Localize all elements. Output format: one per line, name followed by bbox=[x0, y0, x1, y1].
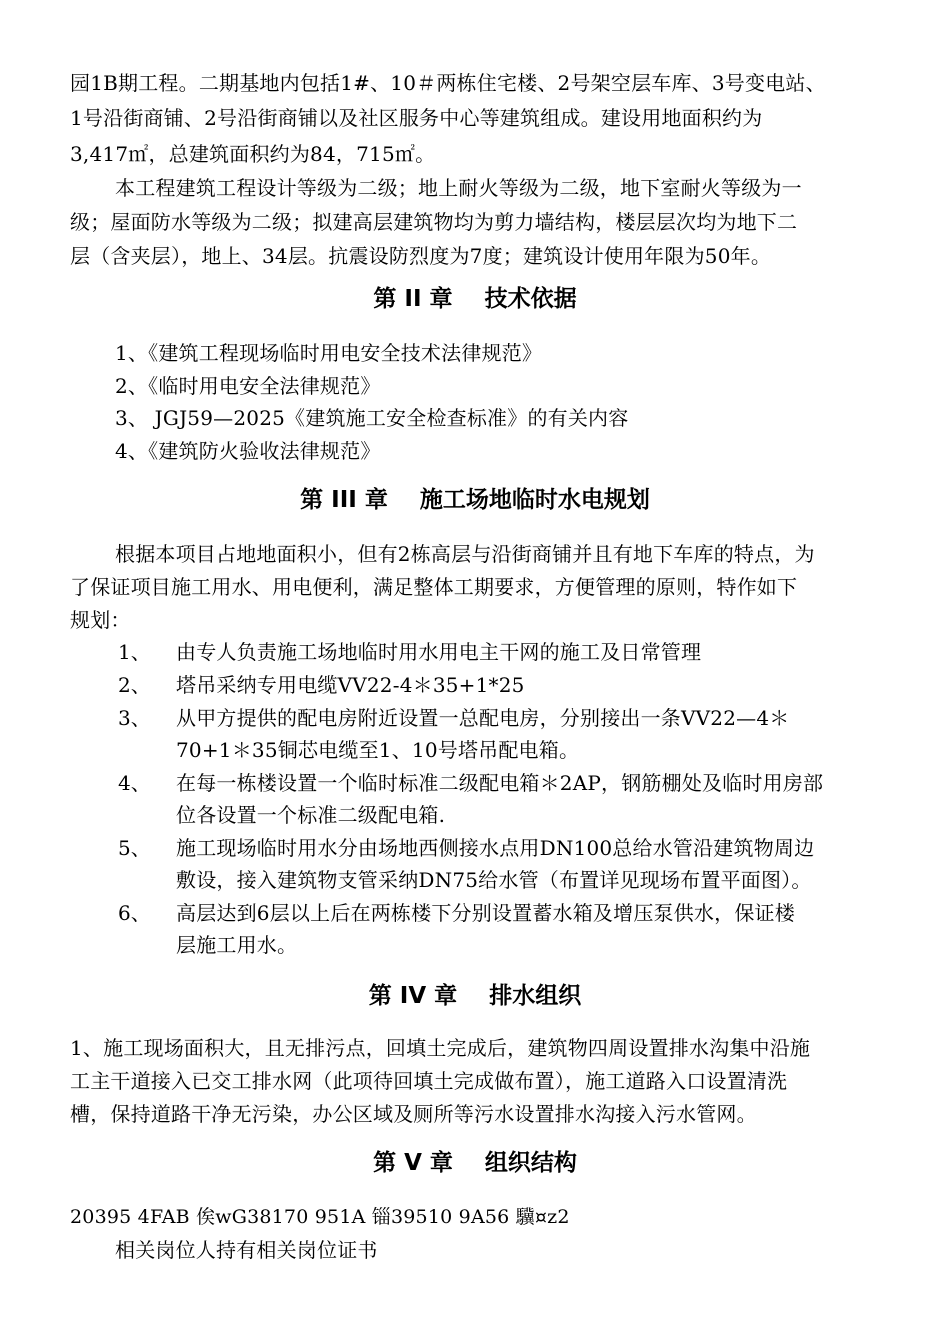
chapter3-item-1-num: 1、 bbox=[118, 640, 151, 664]
chapter2-item-4: 4、《建筑防火验收法律规范》 bbox=[115, 439, 381, 463]
intro-line-1: 园1B期工程。二期基地内包括1#、10＃两栋住宅楼、2号架空层车库、3号变电站、 bbox=[70, 71, 826, 95]
chapter3-item-6-num: 6、 bbox=[118, 901, 151, 925]
chapter3-item-4-line-2: 位各设置一个标准二级配电箱. bbox=[176, 803, 446, 827]
chapter2-title: 第 II 章 技术依据 bbox=[373, 286, 577, 312]
chapter3-item-2-num: 2、 bbox=[118, 673, 151, 697]
chapter2-item-1: 1、《建筑工程现场临时用电安全技术法律规范》 bbox=[115, 341, 543, 365]
intro-line-3: 3,417㎡，总建筑面积约为84，715㎡。 bbox=[70, 142, 436, 166]
chapter5-note: 相关岗位人持有相关岗位证书 bbox=[115, 1238, 378, 1262]
chapter3-item-6-line-2: 层施工用水。 bbox=[176, 933, 298, 957]
chapter4-title: 第 IV 章 排水组织 bbox=[368, 983, 582, 1009]
chapter4-line-2: 工主干道接入已交工排水网（此项待回填土完成做布置），施工道路入口设置清洗 bbox=[70, 1069, 788, 1093]
chapter5-garbled-line: 20395 4FAB 俟wG38170 951A 锱39510 9A56 驥¤z2 bbox=[70, 1206, 570, 1228]
chapter3-intro-3: 规划： bbox=[70, 608, 131, 632]
chapter3-item-4-num: 4、 bbox=[118, 771, 151, 795]
chapter3-item-1-line-1: 由专人负责施工场地临时用水用电主干网的施工及日常管理 bbox=[176, 640, 702, 664]
chapter3-item-3-num: 3、 bbox=[118, 706, 151, 730]
chapter4-line-1: 1、施工现场面积大，且无排污点，回填土完成后，建筑物四周设置排水沟集中沿施 bbox=[70, 1036, 811, 1060]
chapter3-item-3-line-1: 从甲方提供的配电房附近设置一总配电房，分别接出一条VV22—4＊ bbox=[176, 706, 790, 730]
chapter3-item-5-line-1: 施工现场临时用水分由场地西侧接水点用DN100总给水管沿建筑物周边 bbox=[176, 836, 815, 860]
chapter3-item-4-line-1: 在每一栋楼设置一个临时标准二级配电箱＊2AP，钢筋棚处及临时用房部 bbox=[176, 771, 824, 795]
chapter5-title: 第 V 章 组织结构 bbox=[373, 1150, 577, 1176]
chapter3-item-5-num: 5、 bbox=[118, 836, 151, 860]
chapter3-item-3-line-2: 70+1＊35铜芯电缆至1、10号塔吊配电箱。 bbox=[176, 738, 580, 762]
design-line-3: 层（含夹层），地上、34层。抗震设防烈度为7度；建筑设计使用年限为50年。 bbox=[70, 244, 772, 268]
chapter3-title: 第 III 章 施工场地临时水电规划 bbox=[300, 487, 650, 513]
chapter2-item-3: 3、 JGJ59—2025《建筑施工安全检查标准》的有关内容 bbox=[115, 406, 629, 430]
chapter3-item-5-line-2: 敷设，接入建筑物支管采纳DN75给水管（布置详见现场布置平面图）。 bbox=[176, 868, 812, 892]
chapter3-item-2-line-1: 塔吊采纳专用电缆VV22-4＊35+1*25 bbox=[176, 673, 525, 697]
design-line-2: 级；屋面防水等级为二级；拟建高层建筑物均为剪力墙结构，楼层层次均为地下二 bbox=[70, 210, 798, 234]
chapter4-line-3: 槽，保持道路干净无污染，办公区域及厕所等污水设置排水沟接入污水管网。 bbox=[70, 1102, 757, 1126]
chapter2-item-2: 2、《临时用电安全法律规范》 bbox=[115, 374, 381, 398]
chapter3-intro-2: 了保证项目施工用水、用电便利，满足整体工期要求，方便管理的原则，特作如下 bbox=[70, 575, 798, 599]
chapter3-intro-1: 根据本项目占地地面积小，但有2栋高层与沿街商铺并且有地下车库的特点，为 bbox=[115, 542, 815, 566]
design-line-1: 本工程建筑工程设计等级为二级；地上耐火等级为二级，地下室耐火等级为一 bbox=[115, 176, 802, 200]
chapter3-item-6-line-1: 高层达到6层以上后在两栋楼下分别设置蓄水箱及增压泵供水，保证楼 bbox=[176, 901, 795, 925]
intro-line-2: 1号沿街商铺、2号沿街商铺以及社区服务中心等建筑组成。建设用地面积约为 bbox=[70, 106, 763, 130]
